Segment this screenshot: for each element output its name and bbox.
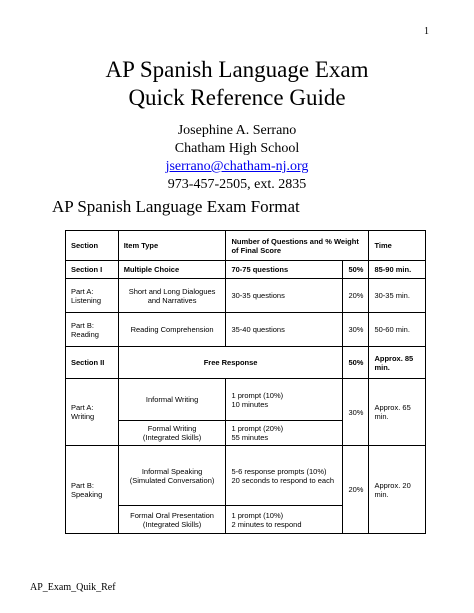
section-heading: AP Spanish Language Exam Format bbox=[52, 197, 300, 216]
table-header-row bbox=[66, 231, 426, 261]
section-1-weight: 50% bbox=[343, 261, 369, 279]
informal-writing-type: Informal Writing bbox=[118, 379, 226, 421]
formal-presentation-type: Formal Oral Presentation (Integrated Skills) bbox=[118, 506, 226, 534]
speaking-time: Approx. 20 min. bbox=[369, 446, 426, 534]
writing-label: Part A: Writing bbox=[66, 379, 119, 446]
speaking-weight: 20% bbox=[343, 446, 369, 534]
section-2-time: Approx. 85 min. bbox=[369, 347, 426, 379]
author-name: Josephine A. Serrano bbox=[177, 123, 297, 138]
listening-time: 30-35 min. bbox=[369, 279, 426, 313]
reading-questions: 35-40 questions bbox=[226, 313, 343, 347]
informal-speaking-questions: 5-6 response prompts (10%) 20 seconds to respond to each bbox=[226, 446, 343, 506]
formal-writing-type: Formal Writing (Integrated Skills) bbox=[118, 421, 226, 446]
informal-speaking-type: Informal Speaking (Simulated Conversation) bbox=[118, 446, 226, 506]
table-row-informal-speaking bbox=[66, 446, 426, 506]
section-1-type: Multiple Choice bbox=[118, 261, 226, 279]
title-line-1: AP Spanish Language Exam bbox=[105, 57, 369, 82]
section-1-label: Section I bbox=[66, 261, 119, 279]
table-row-section-1 bbox=[66, 261, 426, 279]
table-row-informal-writing bbox=[66, 379, 426, 421]
section-1-time: 85-90 min. bbox=[369, 261, 426, 279]
footer-filename: AP_Exam_Quik_Ref bbox=[30, 582, 116, 593]
title-line-2: Quick Reference Guide bbox=[128, 85, 346, 110]
listening-questions: 30-35 questions bbox=[226, 279, 343, 313]
formal-writing-questions: 1 prompt (20%) 55 minutes bbox=[226, 421, 343, 446]
header-section: Section bbox=[66, 231, 119, 261]
listening-weight: 20% bbox=[343, 279, 369, 313]
formal-presentation-questions: 1 prompt (10%) 2 minutes to respond bbox=[226, 506, 343, 534]
listening-type: Short and Long Dialogues and Narratives bbox=[118, 279, 226, 313]
section-2-weight: 50% bbox=[343, 347, 369, 379]
section-2-label: Section II bbox=[66, 347, 119, 379]
exam-format-table bbox=[65, 230, 426, 534]
table-row-listening bbox=[66, 279, 426, 313]
listening-label: Part A: Listening bbox=[66, 279, 119, 313]
section-1-questions: 70-75 questions bbox=[226, 261, 343, 279]
speaking-label: Part B: Speaking bbox=[66, 446, 119, 534]
phone-number: 973-457-2505, ext. 2835 bbox=[167, 177, 307, 192]
reading-type: Reading Comprehension bbox=[118, 313, 226, 347]
school-name: Chatham High School bbox=[174, 141, 300, 156]
header-time: Time bbox=[369, 231, 426, 261]
reading-weight: 30% bbox=[343, 313, 369, 347]
section-2-type: Free Response bbox=[118, 347, 343, 379]
writing-time: Approx. 65 min. bbox=[369, 379, 426, 446]
reading-time: 50-60 min. bbox=[369, 313, 426, 347]
table-row-reading bbox=[66, 313, 426, 347]
reading-label: Part B: Reading bbox=[66, 313, 119, 347]
email-link[interactable]: jserrano@chatham-nj.org bbox=[165, 159, 309, 174]
document-title bbox=[0, 56, 474, 112]
page-number: 1 bbox=[424, 26, 429, 37]
informal-writing-questions: 1 prompt (10%) 10 minutes bbox=[226, 379, 343, 421]
header-item-type: Item Type bbox=[118, 231, 226, 261]
author-block bbox=[0, 122, 474, 194]
table-row-section-2 bbox=[66, 347, 426, 379]
writing-weight: 30% bbox=[343, 379, 369, 446]
header-questions: Number of Questions and % Weight of Final Score bbox=[226, 231, 369, 261]
